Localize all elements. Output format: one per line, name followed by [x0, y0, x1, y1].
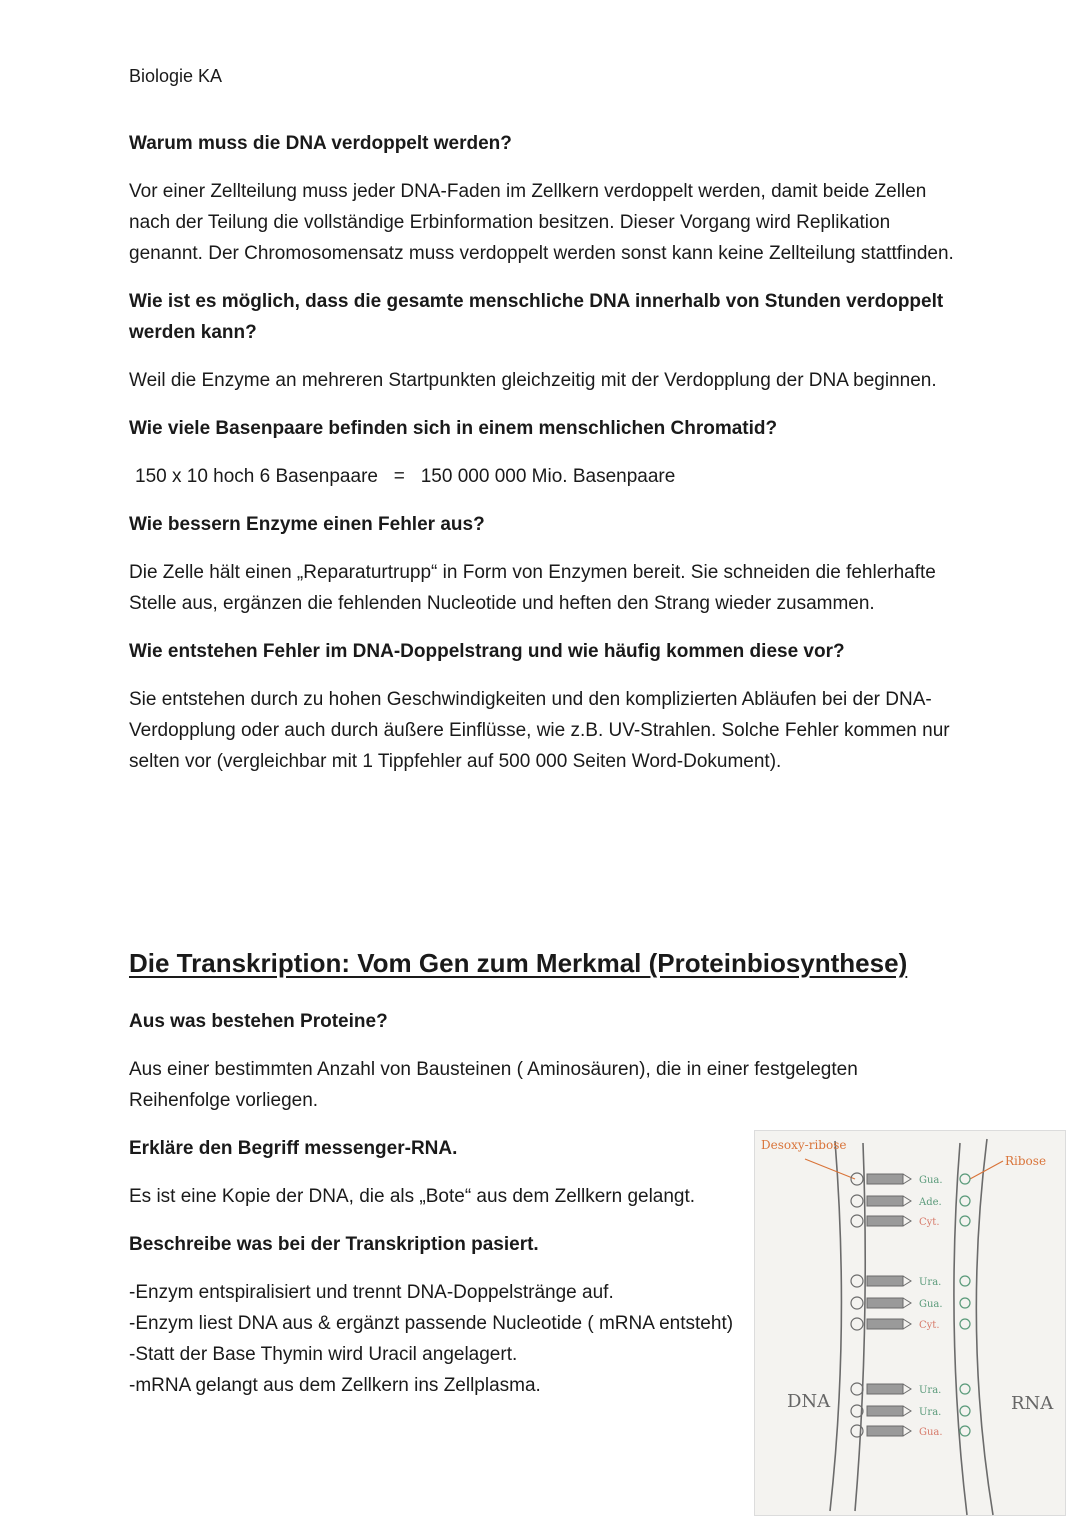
question-5: Wie entstehen Fehler im DNA-Doppelstrang und wie häufig kommen diese vor?: [129, 641, 845, 662]
dna-base: [867, 1406, 903, 1416]
base-pair: [851, 1383, 970, 1396]
ribose-node: [960, 1216, 970, 1226]
label-dna: DNA: [787, 1391, 831, 1412]
ribose-node: [960, 1426, 970, 1436]
base-pair: [851, 1195, 970, 1208]
base-pair: [851, 1297, 970, 1310]
answer-4: Die Zelle hält einen „Reparaturtrupp“ in Form von Enzymen bereit. Sie schneiden die fehlerhafte Stelle aus, ergänzen die fehlenden Nucleotide und heften den Strang wieder zusammen.: [129, 562, 936, 614]
ribose-node: [960, 1406, 970, 1416]
list-item: -Enzym liest DNA aus & ergänzt passende Nucleotide ( mRNA entsteht): [129, 1313, 734, 1334]
label-desoxyribose: Desoxy-ribose: [761, 1138, 847, 1152]
dna-base: [867, 1298, 903, 1308]
dna-base: [867, 1196, 903, 1206]
base-pair: [851, 1318, 970, 1331]
base-pair: [851, 1275, 970, 1288]
base-tip: [903, 1216, 911, 1226]
dna-base: [867, 1216, 903, 1226]
dna-strand-mid: [855, 1143, 865, 1511]
question-7: Erkläre den Begriff messenger-RNA.: [129, 1138, 458, 1159]
sugar-node: [851, 1275, 863, 1287]
rna-base-label: Gua.: [919, 1175, 943, 1186]
answer-1: Vor einer Zellteilung muss jeder DNA-Faden im Zellkern verdoppelt werden, damit beide Zellen nach der Teilung die vollständige Erbinformation besitzen. Dieser Vorgang wird Replikation genannt. Der Chromosomensatz muss verdoppelt werden sonst kann keine Zellteilung stattfinden.: [129, 181, 954, 264]
ribose-node: [960, 1384, 970, 1394]
dna-base: [867, 1319, 903, 1329]
list-item: -Enzym entspiralisiert und trennt DNA-Doppelstränge auf.: [129, 1282, 614, 1303]
answer-3: 150 x 10 hoch 6 Basenpaare = 150 000 000 Mio. Basenpaare: [135, 466, 676, 487]
answer-2: Weil die Enzyme an mehreren Startpunkten gleichzeitig mit der Verdopplung der DNA beginnen.: [129, 370, 937, 391]
rna-base-label: Ura.: [919, 1277, 942, 1288]
transcription-drawing: [754, 1130, 1066, 1516]
question-3: Wie viele Basenpaare befinden sich in einem menschlichen Chromatid?: [129, 418, 778, 439]
ribose-node: [960, 1276, 970, 1286]
dna-strand-left: [830, 1141, 841, 1511]
answer-5: Sie entstehen durch zu hohen Geschwindigkeiten und den komplizierten Abläufen bei der DNA-Verdopplung oder auch durch äußere Einflüsse, wie z.B. UV-Strahlen. Solche Fehler kommen nur selten vor (vergleichbar mit 1 Tippfehler auf 500 000 Seiten Word-Dokument).: [129, 689, 950, 772]
rna-base-label: Ura.: [919, 1385, 942, 1396]
section-title: Die Transkription: Vom Gen zum Merkmal (Proteinbiosynthese): [129, 948, 908, 978]
dna-base: [867, 1276, 903, 1286]
replication-qa: [129, 128, 959, 794]
ribose-node: [960, 1298, 970, 1308]
base-tip: [903, 1319, 911, 1329]
strand-right: [976, 1139, 993, 1515]
dna-base: [867, 1426, 903, 1436]
base-tip: [903, 1276, 911, 1286]
rna-base-label: Ade.: [919, 1197, 942, 1208]
sugar-node: [851, 1215, 863, 1227]
dna-rna-sketch: [755, 1131, 1067, 1517]
sugar-node: [851, 1383, 863, 1395]
list-item: -Statt der Base Thymin wird Uracil angelagert.: [129, 1344, 518, 1365]
question-8: Beschreibe was bei der Transkription pasiert.: [129, 1234, 539, 1255]
base-tip: [903, 1174, 911, 1184]
ribose-node: [960, 1196, 970, 1206]
base-tip: [903, 1196, 911, 1206]
page-header: Biologie KA: [129, 66, 223, 86]
rna-base-label: Cyt.: [919, 1217, 940, 1228]
dna-base: [867, 1174, 903, 1184]
sugar-node: [851, 1297, 863, 1309]
base-pairs: [851, 1173, 970, 1438]
list-item: -mRNA gelangt aus dem Zellkern ins Zellplasma.: [129, 1375, 541, 1396]
question-6: Aus was bestehen Proteine?: [129, 1011, 388, 1032]
rna-base-label: Gua.: [919, 1299, 943, 1310]
base-tip: [903, 1298, 911, 1308]
answer-7: Es ist eine Kopie der DNA, die als „Bote“ aus dem Zellkern gelangt.: [129, 1186, 696, 1207]
base-pair: [851, 1215, 970, 1228]
desoxyribose-pointer: [805, 1159, 855, 1179]
base-tip: [903, 1406, 911, 1416]
label-ribose: Ribose: [1005, 1154, 1047, 1168]
question-2: Wie ist es möglich, dass die gesamte menschliche DNA innerhalb von Stunden verdoppelt werden kann?: [129, 291, 944, 343]
rna-base-label: Gua.: [919, 1427, 943, 1438]
ribose-pointer: [970, 1161, 1003, 1179]
base-pair: [851, 1425, 970, 1438]
question-4: Wie bessern Enzyme einen Fehler aus?: [129, 514, 485, 535]
rna-base-label: Ura.: [919, 1407, 942, 1418]
base-pair: [851, 1405, 970, 1418]
question-1: Warum muss die DNA verdoppelt werden?: [129, 133, 512, 154]
base-tip: [903, 1426, 911, 1436]
sugar-node: [851, 1195, 863, 1207]
label-rna: RNA: [1011, 1393, 1054, 1414]
ribose-node: [960, 1319, 970, 1329]
ribose-node: [960, 1174, 970, 1184]
sugar-node: [851, 1318, 863, 1330]
sugar-node: [851, 1173, 863, 1185]
answer-6: Aus einer bestimmten Anzahl von Bausteinen ( Aminosäuren), die in einer festgelegten Reihenfolge vorliegen.: [129, 1059, 858, 1111]
dna-base: [867, 1384, 903, 1394]
base-tip: [903, 1384, 911, 1394]
rna-base-label: Cyt.: [919, 1320, 940, 1331]
base-pair: [851, 1173, 970, 1186]
